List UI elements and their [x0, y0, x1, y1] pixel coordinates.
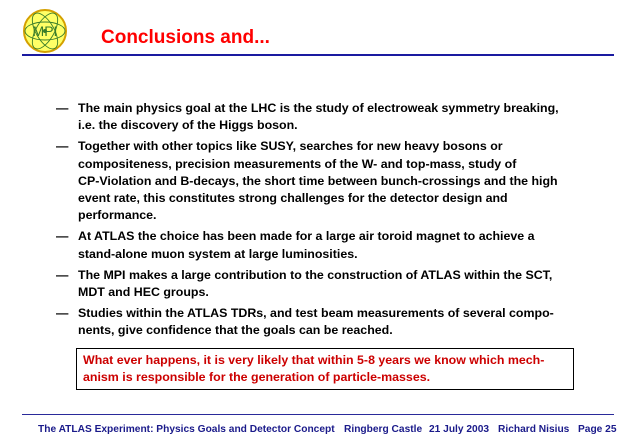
highlight-text-line: anism is responsible for the generation of particle-masses.: [83, 370, 431, 385]
footer-rule: [22, 414, 614, 415]
bullet-text-line: i.e. the discovery of the Higgs boson.: [78, 118, 298, 133]
bullet-item: [56, 267, 600, 301]
bullet-text-line: CP-Violation and B-decays, the short time between bunch-crossings and the high: [78, 173, 558, 188]
bullet-text-line: compositeness, precision measurements of the W- and top-mass, study of: [78, 156, 517, 171]
bullet-dash: —: [56, 139, 69, 154]
bullet-text-line: The main physics goal at the LHC is the study of electroweak symmetry breaking,: [78, 101, 559, 115]
slide-title: Conclusions and...: [101, 27, 270, 48]
bullet-item: [56, 228, 600, 262]
bullet-dash: —: [56, 267, 69, 282]
bullet-text-line: nents, give confidence that the goals can be reached.: [78, 323, 393, 338]
mpi-logo: [22, 8, 68, 54]
bullet-dash: —: [56, 101, 69, 115]
bullet-text-line: Together with other topics like SUSY, searches for new heavy bosons or: [78, 139, 503, 154]
bullet-item: [56, 138, 600, 224]
footer: [38, 422, 618, 438]
bullet-text-line: stand-alone muon system at large luminosities.: [78, 246, 358, 261]
bullet-text-line: event rate, this constitutes strong challenges for the detector design and: [78, 191, 508, 206]
title-rule: [22, 54, 614, 56]
highlight-text-line: What ever happens, it is very likely that within 5-8 years we know which mech-: [83, 353, 545, 367]
highlight-box: [76, 348, 574, 390]
logo-text: MPI: [32, 23, 58, 39]
footer-author: Richard Nisius: [498, 424, 570, 435]
bullet-text-line: At ATLAS the choice has been made for a large air toroid magnet to achieve a: [78, 229, 535, 244]
footer-page-number: Page 25: [578, 424, 617, 435]
bullet-dash: —: [56, 306, 69, 321]
bullet-item: [56, 305, 600, 339]
bullet-dash: —: [56, 229, 69, 244]
bullet-text-line: MDT and HEC groups.: [78, 285, 209, 300]
footer-talk-title: The ATLAS Experiment: Physics Goals and Detector Concept: [38, 424, 335, 435]
bullet-item: [56, 100, 600, 134]
bullet-text-line: Studies within the ATLAS TDRs, and test beam measurements of several compo-: [78, 306, 554, 321]
footer-date: 21 July 2003: [429, 424, 490, 435]
footer-venue: Ringberg Castle: [344, 424, 423, 435]
bullet-text-line: performance.: [78, 208, 157, 223]
conclusion-list: [56, 100, 600, 344]
bullet-text-line: The MPI makes a large contribution to the construction of ATLAS within the SCT,: [78, 267, 553, 282]
